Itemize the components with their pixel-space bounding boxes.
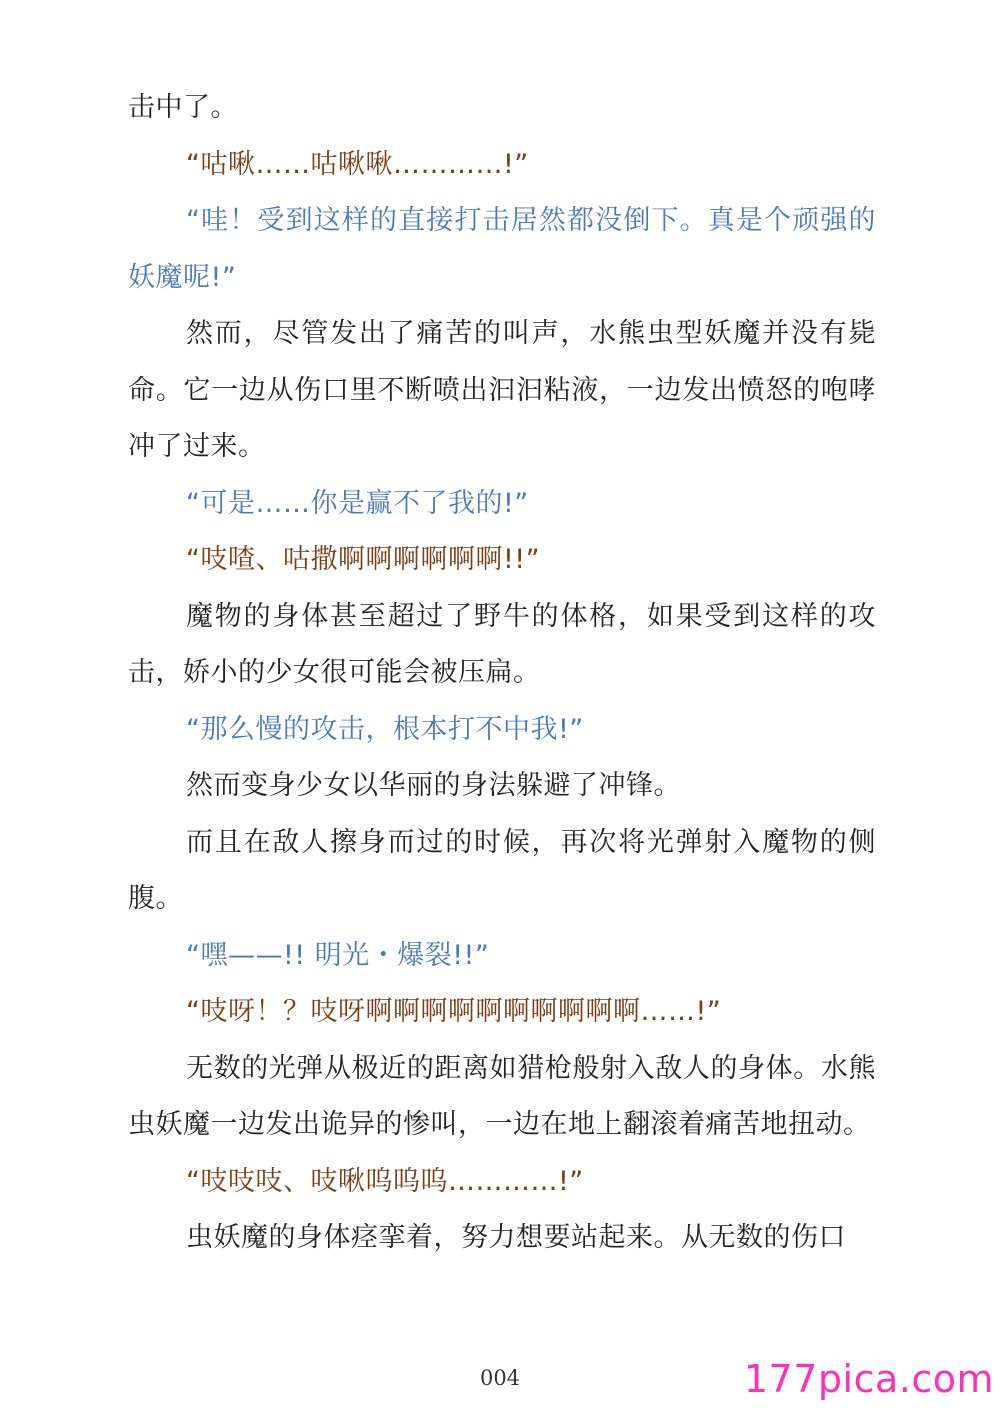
paragraph-11: “嘿——!! 明光・爆裂!!” — [186, 939, 490, 971]
paragraph-9: 然而变身少女以华丽的身法躲避了冲锋。 — [186, 770, 681, 801]
page-text — [128, 80, 876, 1267]
paragraph-10: 而且在敌人擦身而过的时候，再次将光弹射入魔物的侧腹。 — [128, 826, 876, 914]
paragraph-5: “可是……你是赢不了我的!” — [186, 487, 529, 519]
paragraph-7: 魔物的身体甚至超过了野牛的体格，如果受到这样的攻击，娇小的少女很可能会被压扁。 — [128, 600, 876, 688]
paragraph-15: 虫妖魔的身体痉挛着，努力想要站起来。从无数的伤口 — [186, 1222, 846, 1253]
paragraph-3: “哇！受到这样的直接打击居然都没倒下。真是个顽强的妖魔呢!” — [128, 205, 876, 293]
paragraph-1: 击中了。 — [128, 92, 238, 123]
paragraph-4: 然而，尽管发出了痛苦的叫声，水熊虫型妖魔并没有毙命。它一边从伤口里不断喷出汩汩粘液，一边发出愤怒的咆哮冲了过来。 — [128, 318, 876, 462]
paragraph-12: “吱呀！？吱呀啊啊啊啊啊啊啊啊啊啊……!” — [186, 996, 722, 1027]
paragraph-2: “咕啾……咕啾啾…………!” — [186, 148, 529, 180]
paragraph-6: “吱喳、咕撒啊啊啊啊啊啊!!” — [186, 544, 541, 575]
page-number: 004 — [479, 1366, 521, 1390]
paragraph-14: “吱吱吱、吱啾呜呜呜…………!” — [186, 1165, 584, 1197]
paragraph-8: “那么慢的攻击，根本打不中我!” — [186, 713, 584, 745]
paragraph-13: 无数的光弹从极近的距离如猎枪般射入敌人的身体。水熊虫妖魔一边发出诡异的惨叫，一边在地上翻滚着痛苦地扭动。 — [128, 1052, 876, 1140]
watermark: 177pica.com — [743, 1357, 994, 1401]
